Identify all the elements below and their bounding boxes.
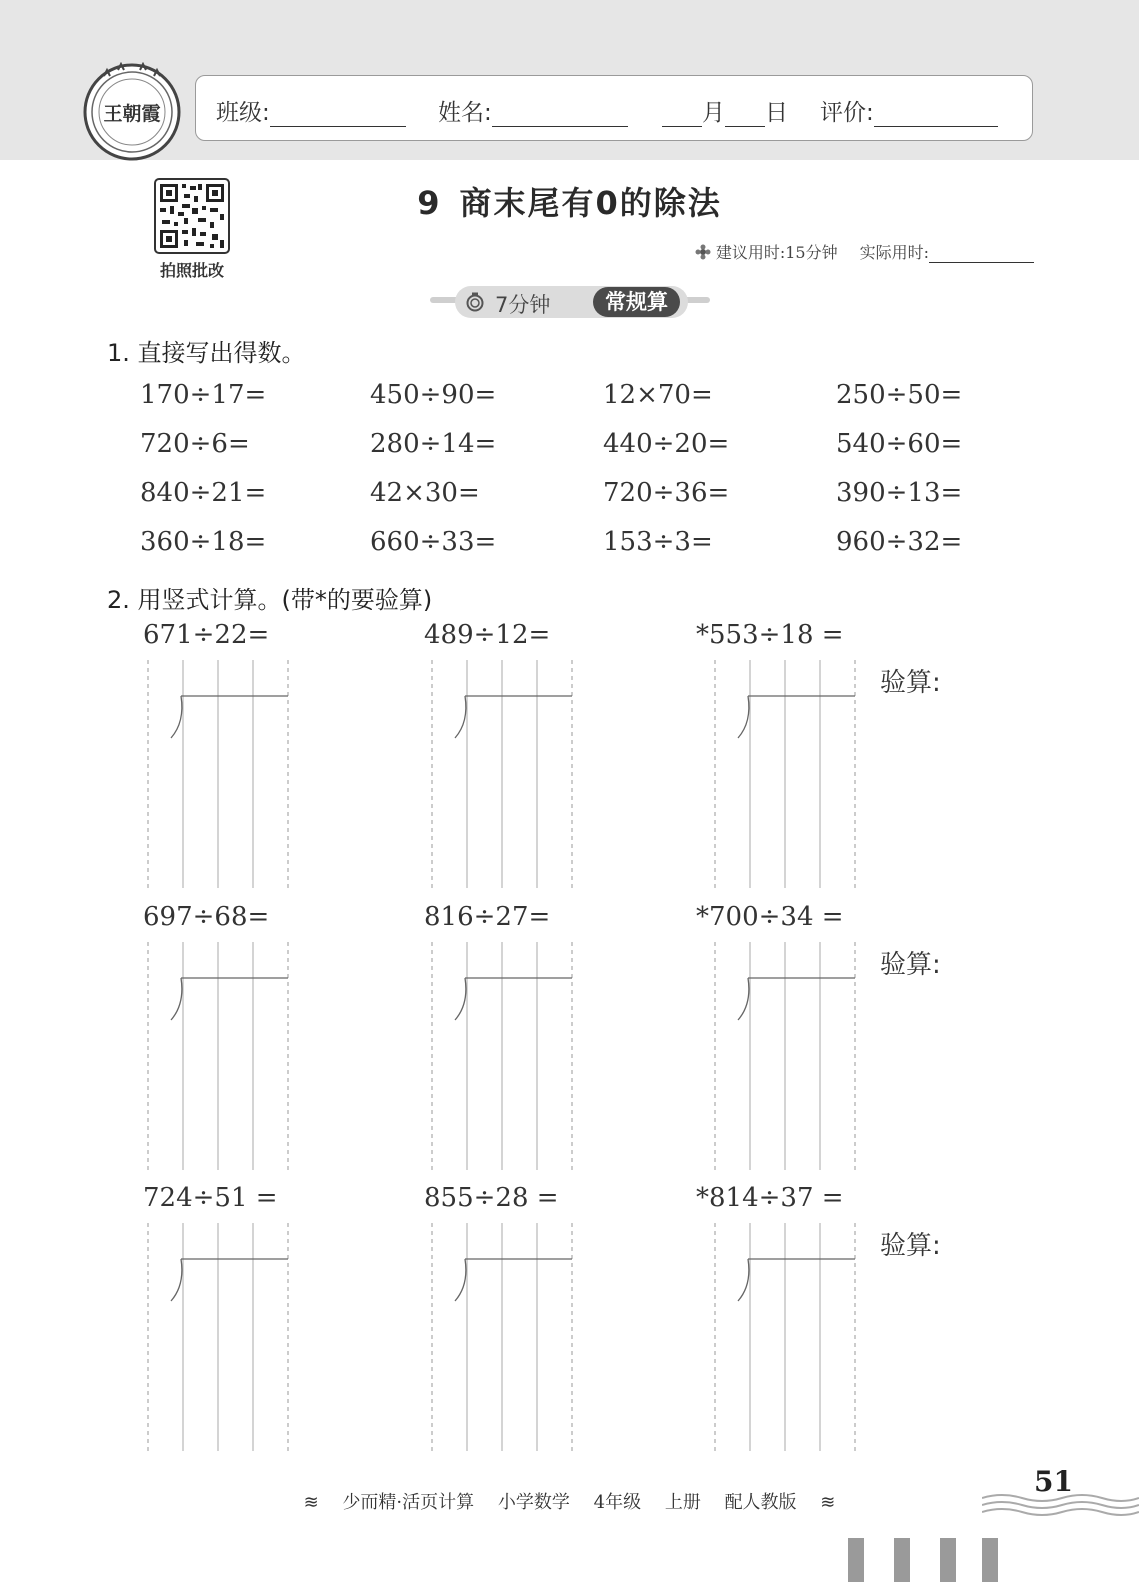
q1-problem: 250÷50= bbox=[836, 380, 963, 410]
check-label: 验算: bbox=[880, 1231, 941, 1261]
name-field: 姓名: bbox=[438, 94, 628, 127]
q2-problem: *814÷37 = bbox=[696, 1183, 844, 1213]
actual-time-label: 实际用时: bbox=[859, 243, 929, 262]
q2-problem: 697÷68= bbox=[143, 902, 270, 932]
q1-problem: 170÷17= bbox=[140, 380, 267, 410]
footer-series: 少而精·活页计算 bbox=[342, 1492, 475, 1513]
clock-icon bbox=[465, 292, 485, 312]
check-label: 验算: bbox=[880, 668, 941, 698]
date-field: 月 日 bbox=[662, 94, 788, 127]
q1-problem: 960÷32= bbox=[836, 527, 963, 557]
eval-field: 评价: bbox=[820, 94, 998, 127]
name-input-line[interactable] bbox=[492, 100, 628, 127]
q1-heading: 1. 直接写出得数。 bbox=[107, 339, 306, 367]
q1-problem: 360÷18= bbox=[140, 527, 267, 557]
q1-problem: 660÷33= bbox=[370, 527, 497, 557]
division-grid[interactable] bbox=[714, 942, 856, 1170]
q1-problem: 540÷60= bbox=[836, 429, 963, 459]
day-input-line[interactable] bbox=[725, 100, 765, 127]
footer-edition: 配人教版 bbox=[724, 1492, 797, 1513]
badge-tag: 常规算 bbox=[593, 287, 680, 317]
q2-heading: 2. 用竖式计算。(带*的要验算) bbox=[107, 586, 433, 614]
suggested-time: 建议用时:15分钟 bbox=[715, 243, 838, 262]
q1-problem: 390÷13= bbox=[836, 478, 963, 508]
page-title: 9 商末尾有0的除法 bbox=[417, 184, 722, 222]
q2-problem: 816÷27= bbox=[424, 902, 551, 932]
q1-problem: 153÷3= bbox=[603, 527, 713, 557]
student-info-box bbox=[195, 75, 1033, 141]
footer-subject: 小学数学 bbox=[497, 1492, 570, 1513]
class-input-line[interactable] bbox=[270, 100, 406, 127]
page-number: 51 bbox=[1034, 1465, 1073, 1498]
division-grid[interactable] bbox=[431, 1223, 573, 1451]
qr-caption: 拍照批改 bbox=[159, 261, 224, 280]
q2-problem: 671÷22= bbox=[143, 620, 270, 650]
division-grid[interactable] bbox=[147, 942, 289, 1170]
eval-input-line[interactable] bbox=[874, 100, 998, 127]
q1-problem: 280÷14= bbox=[370, 429, 497, 459]
class-field: 班级: bbox=[216, 94, 406, 127]
time-info bbox=[695, 240, 1034, 263]
q2-problem: *553÷18 = bbox=[696, 620, 844, 650]
division-grid[interactable] bbox=[714, 660, 856, 888]
wave-icon: ≋ bbox=[303, 1492, 319, 1513]
q2-problem: 489÷12= bbox=[424, 620, 551, 650]
q2-problem: 724÷51 = bbox=[143, 1183, 278, 1213]
q1-problem: 440÷20= bbox=[603, 429, 730, 459]
division-grid[interactable] bbox=[431, 942, 573, 1170]
division-grid[interactable] bbox=[714, 1223, 856, 1451]
brand-logo bbox=[82, 62, 182, 162]
q1-problem: 450÷90= bbox=[370, 380, 497, 410]
wave-icon: ≋ bbox=[820, 1492, 836, 1513]
time-badge bbox=[455, 286, 688, 318]
q2-problem: 855÷28 = bbox=[424, 1183, 559, 1213]
footer-volume: 上册 bbox=[664, 1492, 701, 1513]
svg-text:王朝霞: 王朝霞 bbox=[103, 103, 161, 125]
badge-minutes: 7分钟 bbox=[495, 293, 551, 317]
division-grid[interactable] bbox=[147, 660, 289, 888]
q1-problem: 42×30= bbox=[370, 478, 480, 508]
flower-icon bbox=[695, 244, 711, 260]
q1-problem: 720÷36= bbox=[603, 478, 730, 508]
q2-problem: *700÷34 = bbox=[696, 902, 844, 932]
edge-tab-marks bbox=[848, 1538, 998, 1582]
q1-problem: 840÷21= bbox=[140, 478, 267, 508]
check-label: 验算: bbox=[880, 950, 941, 980]
page-footer bbox=[0, 1488, 1139, 1514]
actual-time-input-line[interactable] bbox=[929, 242, 1034, 263]
division-grid[interactable] bbox=[147, 1223, 289, 1451]
division-grid[interactable] bbox=[431, 660, 573, 888]
month-input-line[interactable] bbox=[662, 100, 702, 127]
q1-problem: 720÷6= bbox=[140, 429, 250, 459]
q1-problem: 12×70= bbox=[603, 380, 713, 410]
footer-grade: 4年级 bbox=[593, 1492, 642, 1513]
